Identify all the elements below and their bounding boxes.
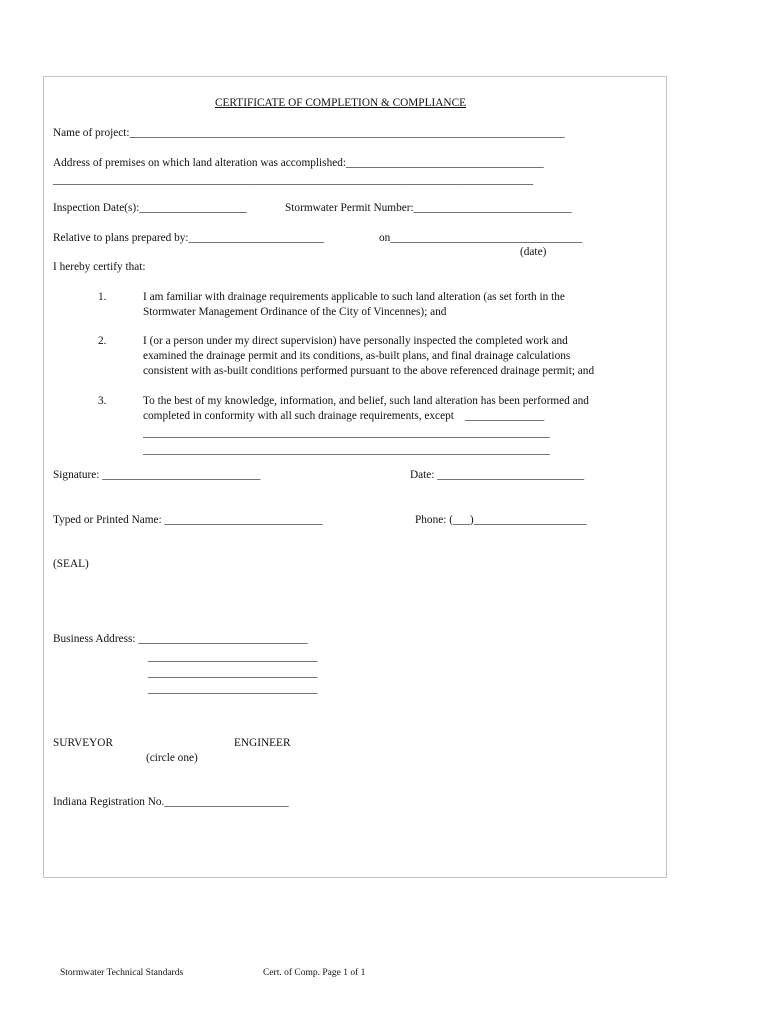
item-number: 1. [98,291,107,303]
business-address-field[interactable]: Business Address: ______________________________ [53,633,308,645]
printed-name-field[interactable]: Typed or Printed Name: ____________________________ [53,514,323,526]
footer-page: Cert. of Comp. Page 1 of 1 [263,968,366,978]
business-address-line[interactable]: ______________________________ [148,651,318,663]
plans-prepared-by-field[interactable]: Relative to plans prepared by:________________________ [53,232,325,244]
item-number: 3. [98,395,107,407]
item-1-line: I am familiar with drainage requirements applicable to such land alteration (as set forth in the [143,291,565,303]
item-number: 2. [98,335,107,347]
registration-number-field[interactable]: Indiana Registration No.______________________ [53,796,289,808]
item-2-line: examined the drainage permit and its conditions, as-built plans, and final drainage calculations [143,350,571,362]
signature-field[interactable]: Signature: ____________________________ [53,469,261,481]
certify-intro: I hereby certify that: [53,261,146,273]
item-1-line: Stormwater Management Ordinance of the City of Vincennes); and [143,306,447,318]
business-address-line[interactable]: ______________________________ [148,683,318,695]
project-name-field[interactable]: Name of project:_____________________________________________________________________________ [53,127,565,139]
item-2-line: consistent with as-built conditions performed pursuant to the above referenced drainage permit; and [143,365,595,377]
permit-number-field[interactable]: Stormwater Permit Number:____________________________ [285,202,572,214]
engineer-option[interactable]: ENGINEER [234,737,291,749]
surveyor-option[interactable]: SURVEYOR [53,737,113,749]
date-note: (date) [520,246,547,258]
premises-address-field[interactable]: Address of premises on which land alteration was accomplished:___________________________________ [53,157,544,169]
item-2-line: I (or a person under my direct supervision) have personally inspected the completed work and [143,335,568,347]
exceptions-field[interactable]: completed in conformity with all such drainage requirements, except ______________ [143,410,545,422]
premises-address-field-line2[interactable]: _____________________________________________________________________________________ [53,174,534,186]
exceptions-field-line[interactable]: ________________________________________________________________________ [143,444,550,456]
signature-date-field[interactable]: Date: __________________________ [410,469,585,481]
item-3-line: To the best of my knowledge, information, and belief, such land alteration has been performed and [143,395,589,407]
circle-one-note: (circle one) [146,752,198,764]
footer-left: Stormwater Technical Standards [60,968,184,978]
business-address-line[interactable]: ______________________________ [148,667,318,679]
plans-date-field[interactable]: on__________________________________ [379,232,583,244]
inspection-dates-field[interactable]: Inspection Date(s):___________________ [53,202,247,214]
form-title: CERTIFICATE OF COMPLETION & COMPLIANCE [215,97,467,109]
exceptions-field-line[interactable]: ________________________________________________________________________ [143,427,550,439]
phone-field[interactable]: Phone: (___)____________________ [415,514,587,526]
seal-label: (SEAL) [53,558,89,570]
